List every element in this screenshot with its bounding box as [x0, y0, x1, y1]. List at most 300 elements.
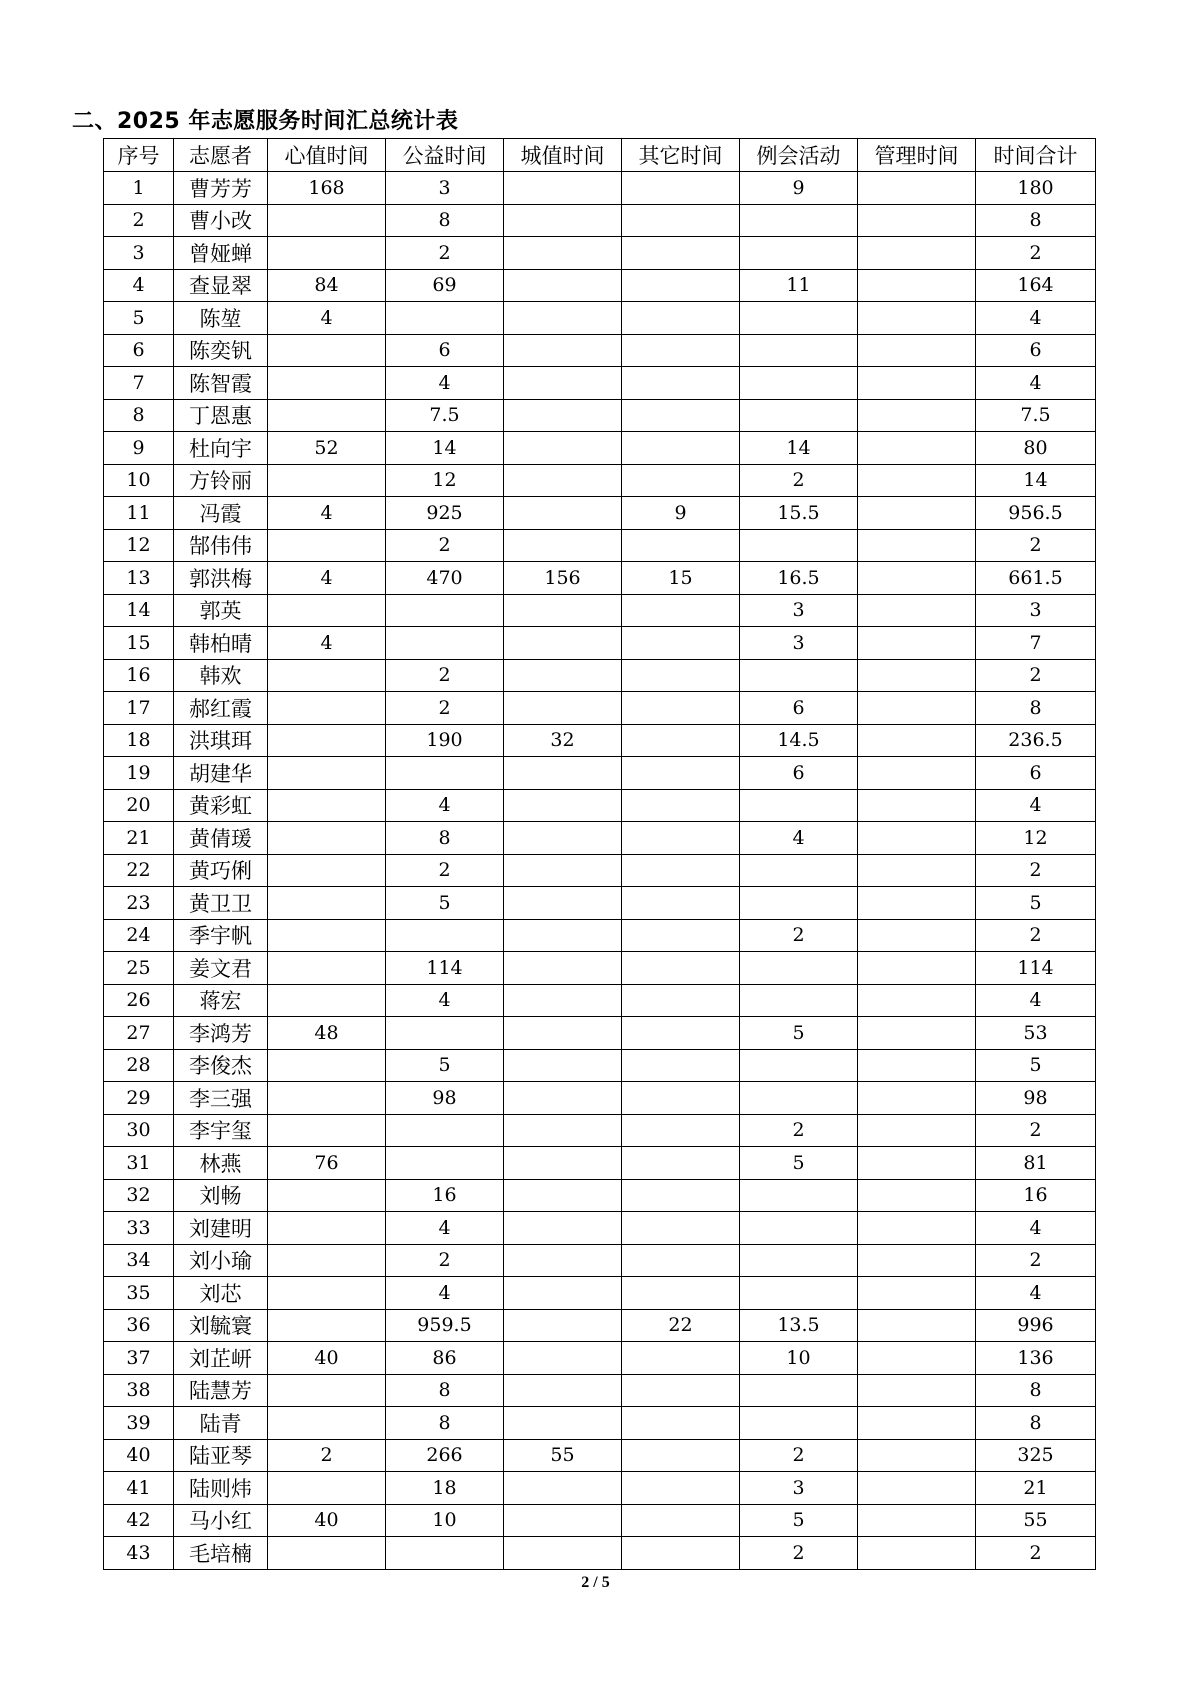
- cell-other-hours: [622, 367, 740, 400]
- table-row: [104, 1439, 1096, 1472]
- cell-volunteer-name: 郭洪梅: [174, 562, 268, 595]
- cell-meeting-activity: [740, 854, 858, 887]
- cell-city-hours: [504, 1504, 622, 1537]
- cell-management-hours: [858, 659, 976, 692]
- cell-management-hours: [858, 887, 976, 920]
- cell-public-welfare-hours: 2: [386, 529, 504, 562]
- cell-management-hours: [858, 1537, 976, 1570]
- cell-heart-hours: [268, 822, 386, 855]
- cell-heart-hours: [268, 464, 386, 497]
- cell-heart-hours: 76: [268, 1147, 386, 1180]
- cell-public-welfare-hours: [386, 1537, 504, 1570]
- cell-city-hours: 55: [504, 1439, 622, 1472]
- cell-other-hours: [622, 464, 740, 497]
- cell-city-hours: [504, 1017, 622, 1050]
- cell-other-hours: [622, 724, 740, 757]
- cell-total-hours: 8: [976, 1374, 1096, 1407]
- table-row: [104, 1147, 1096, 1180]
- cell-volunteer-name: 林燕: [174, 1147, 268, 1180]
- cell-total-hours: 956.5: [976, 497, 1096, 530]
- cell-meeting-activity: 16.5: [740, 562, 858, 595]
- cell-public-welfare-hours: 6: [386, 334, 504, 367]
- cell-public-welfare-hours: 16: [386, 1179, 504, 1212]
- header-management-hours: 管理时间: [858, 139, 976, 172]
- cell-public-welfare-hours: 5: [386, 1049, 504, 1082]
- cell-total-hours: 5: [976, 1049, 1096, 1082]
- cell-index: 43: [104, 1537, 174, 1570]
- cell-meeting-activity: [740, 659, 858, 692]
- table-row: [104, 1114, 1096, 1147]
- table-row: [104, 367, 1096, 400]
- table-body: [104, 172, 1096, 1570]
- cell-index: 32: [104, 1179, 174, 1212]
- cell-city-hours: [504, 822, 622, 855]
- cell-other-hours: [622, 822, 740, 855]
- cell-total-hours: 2: [976, 854, 1096, 887]
- cell-management-hours: [858, 302, 976, 335]
- cell-other-hours: [622, 1537, 740, 1570]
- table-row: [104, 659, 1096, 692]
- cell-public-welfare-hours: [386, 757, 504, 790]
- table-row: [104, 497, 1096, 530]
- cell-total-hours: 4: [976, 984, 1096, 1017]
- cell-volunteer-name: 陆青: [174, 1407, 268, 1440]
- cell-heart-hours: [268, 1082, 386, 1115]
- cell-meeting-activity: 11: [740, 269, 858, 302]
- page-number: 2 / 5: [581, 1574, 610, 1591]
- cell-total-hours: 996: [976, 1309, 1096, 1342]
- cell-meeting-activity: [740, 789, 858, 822]
- cell-other-hours: [622, 659, 740, 692]
- cell-meeting-activity: 4: [740, 822, 858, 855]
- table-row: [104, 237, 1096, 270]
- cell-volunteer-name: 刘毓寰: [174, 1309, 268, 1342]
- table-row: [104, 1277, 1096, 1310]
- cell-index: 41: [104, 1472, 174, 1505]
- cell-heart-hours: [268, 1472, 386, 1505]
- cell-volunteer-name: 陈堃: [174, 302, 268, 335]
- cell-volunteer-name: 韩柏晴: [174, 627, 268, 660]
- cell-public-welfare-hours: [386, 627, 504, 660]
- cell-total-hours: 661.5: [976, 562, 1096, 595]
- cell-management-hours: [858, 464, 976, 497]
- cell-public-welfare-hours: 7.5: [386, 399, 504, 432]
- table-row: [104, 1212, 1096, 1245]
- header-total-hours: 时间合计: [976, 139, 1096, 172]
- cell-total-hours: 81: [976, 1147, 1096, 1180]
- cell-city-hours: [504, 269, 622, 302]
- cell-public-welfare-hours: 5: [386, 887, 504, 920]
- cell-volunteer-name: 李宇玺: [174, 1114, 268, 1147]
- cell-total-hours: 98: [976, 1082, 1096, 1115]
- cell-heart-hours: [268, 237, 386, 270]
- cell-meeting-activity: 5: [740, 1017, 858, 1050]
- cell-index: 37: [104, 1342, 174, 1375]
- cell-public-welfare-hours: 4: [386, 367, 504, 400]
- cell-index: 9: [104, 432, 174, 465]
- cell-heart-hours: [268, 692, 386, 725]
- cell-index: 19: [104, 757, 174, 790]
- cell-total-hours: 4: [976, 1212, 1096, 1245]
- cell-meeting-activity: 6: [740, 692, 858, 725]
- cell-meeting-activity: 9: [740, 172, 858, 205]
- cell-total-hours: 5: [976, 887, 1096, 920]
- cell-public-welfare-hours: 14: [386, 432, 504, 465]
- cell-volunteer-name: 胡建华: [174, 757, 268, 790]
- cell-index: 34: [104, 1244, 174, 1277]
- cell-management-hours: [858, 919, 976, 952]
- table-row: [104, 757, 1096, 790]
- cell-public-welfare-hours: 8: [386, 1407, 504, 1440]
- table-row: [104, 1374, 1096, 1407]
- cell-index: 38: [104, 1374, 174, 1407]
- cell-public-welfare-hours: 3: [386, 172, 504, 205]
- cell-meeting-activity: [740, 367, 858, 400]
- cell-management-hours: [858, 1179, 976, 1212]
- cell-volunteer-name: 陈奕钒: [174, 334, 268, 367]
- cell-volunteer-name: 韩欢: [174, 659, 268, 692]
- table-row: [104, 1504, 1096, 1537]
- cell-public-welfare-hours: 114: [386, 952, 504, 985]
- cell-city-hours: [504, 529, 622, 562]
- cell-management-hours: [858, 1244, 976, 1277]
- cell-meeting-activity: [740, 952, 858, 985]
- cell-heart-hours: [268, 887, 386, 920]
- cell-volunteer-name: 蒋宏: [174, 984, 268, 1017]
- cell-management-hours: [858, 432, 976, 465]
- cell-management-hours: [858, 237, 976, 270]
- cell-city-hours: [504, 464, 622, 497]
- cell-other-hours: 22: [622, 1309, 740, 1342]
- cell-total-hours: 2: [976, 659, 1096, 692]
- cell-management-hours: [858, 822, 976, 855]
- cell-volunteer-name: 马小红: [174, 1504, 268, 1537]
- cell-city-hours: [504, 432, 622, 465]
- cell-volunteer-name: 李鸿芳: [174, 1017, 268, 1050]
- cell-management-hours: [858, 529, 976, 562]
- cell-index: 28: [104, 1049, 174, 1082]
- table-row: [104, 594, 1096, 627]
- cell-public-welfare-hours: 2: [386, 237, 504, 270]
- cell-index: 23: [104, 887, 174, 920]
- cell-index: 31: [104, 1147, 174, 1180]
- header-heart-hours: 心值时间: [268, 139, 386, 172]
- table-row: [104, 822, 1096, 855]
- cell-total-hours: 16: [976, 1179, 1096, 1212]
- cell-city-hours: [504, 1374, 622, 1407]
- cell-other-hours: [622, 334, 740, 367]
- cell-city-hours: [504, 1082, 622, 1115]
- cell-heart-hours: [268, 1407, 386, 1440]
- cell-volunteer-name: 李俊杰: [174, 1049, 268, 1082]
- cell-other-hours: [622, 1244, 740, 1277]
- cell-city-hours: [504, 692, 622, 725]
- cell-city-hours: 156: [504, 562, 622, 595]
- cell-heart-hours: 2: [268, 1439, 386, 1472]
- cell-heart-hours: 48: [268, 1017, 386, 1050]
- cell-public-welfare-hours: 98: [386, 1082, 504, 1115]
- table-row: [104, 1472, 1096, 1505]
- table-row: [104, 1342, 1096, 1375]
- cell-total-hours: 12: [976, 822, 1096, 855]
- cell-total-hours: 180: [976, 172, 1096, 205]
- cell-index: 40: [104, 1439, 174, 1472]
- cell-management-hours: [858, 1114, 976, 1147]
- table-row: [104, 1017, 1096, 1050]
- cell-meeting-activity: 2: [740, 1439, 858, 1472]
- cell-volunteer-name: 季宇帆: [174, 919, 268, 952]
- cell-index: 33: [104, 1212, 174, 1245]
- cell-management-hours: [858, 594, 976, 627]
- cell-volunteer-name: 黄彩虹: [174, 789, 268, 822]
- cell-heart-hours: [268, 399, 386, 432]
- cell-total-hours: 114: [976, 952, 1096, 985]
- cell-management-hours: [858, 627, 976, 660]
- cell-management-hours: [858, 789, 976, 822]
- cell-other-hours: [622, 269, 740, 302]
- cell-index: 36: [104, 1309, 174, 1342]
- cell-volunteer-name: 陆慧芳: [174, 1374, 268, 1407]
- cell-public-welfare-hours: 69: [386, 269, 504, 302]
- cell-other-hours: [622, 789, 740, 822]
- cell-city-hours: [504, 789, 622, 822]
- cell-management-hours: [858, 562, 976, 595]
- cell-public-welfare-hours: 8: [386, 1374, 504, 1407]
- cell-volunteer-name: 姜文君: [174, 952, 268, 985]
- table-row: [104, 204, 1096, 237]
- cell-index: 5: [104, 302, 174, 335]
- cell-public-welfare-hours: 2: [386, 1244, 504, 1277]
- cell-meeting-activity: [740, 1244, 858, 1277]
- cell-total-hours: 6: [976, 757, 1096, 790]
- cell-management-hours: [858, 854, 976, 887]
- cell-index: 26: [104, 984, 174, 1017]
- cell-heart-hours: [268, 1114, 386, 1147]
- cell-meeting-activity: 3: [740, 594, 858, 627]
- cell-city-hours: [504, 1212, 622, 1245]
- cell-volunteer-name: 陆则炜: [174, 1472, 268, 1505]
- cell-management-hours: [858, 1277, 976, 1310]
- cell-meeting-activity: 2: [740, 1537, 858, 1570]
- cell-city-hours: [504, 919, 622, 952]
- cell-total-hours: 2: [976, 529, 1096, 562]
- cell-management-hours: [858, 1439, 976, 1472]
- cell-heart-hours: 168: [268, 172, 386, 205]
- cell-management-hours: [858, 334, 976, 367]
- cell-total-hours: 236.5: [976, 724, 1096, 757]
- cell-meeting-activity: 2: [740, 464, 858, 497]
- cell-public-welfare-hours: [386, 302, 504, 335]
- cell-index: 2: [104, 204, 174, 237]
- cell-volunteer-name: 黄卫卫: [174, 887, 268, 920]
- cell-volunteer-name: 陆亚琴: [174, 1439, 268, 1472]
- cell-heart-hours: [268, 854, 386, 887]
- cell-other-hours: [622, 1212, 740, 1245]
- cell-other-hours: [622, 302, 740, 335]
- cell-city-hours: [504, 367, 622, 400]
- table-row: [104, 334, 1096, 367]
- cell-other-hours: [622, 237, 740, 270]
- cell-other-hours: [622, 1342, 740, 1375]
- cell-management-hours: [858, 757, 976, 790]
- table-row: [104, 302, 1096, 335]
- cell-management-hours: [858, 1212, 976, 1245]
- cell-total-hours: 4: [976, 1277, 1096, 1310]
- table-row: [104, 984, 1096, 1017]
- cell-public-welfare-hours: [386, 1017, 504, 1050]
- cell-meeting-activity: [740, 334, 858, 367]
- cell-city-hours: [504, 1472, 622, 1505]
- cell-public-welfare-hours: 4: [386, 1277, 504, 1310]
- cell-meeting-activity: [740, 399, 858, 432]
- cell-total-hours: 2: [976, 1114, 1096, 1147]
- cell-other-hours: [622, 692, 740, 725]
- table-row: [104, 399, 1096, 432]
- cell-other-hours: [622, 529, 740, 562]
- cell-total-hours: 2: [976, 237, 1096, 270]
- cell-index: 10: [104, 464, 174, 497]
- cell-public-welfare-hours: 190: [386, 724, 504, 757]
- cell-city-hours: [504, 952, 622, 985]
- cell-heart-hours: 52: [268, 432, 386, 465]
- cell-index: 25: [104, 952, 174, 985]
- cell-heart-hours: [268, 789, 386, 822]
- cell-meeting-activity: 2: [740, 1114, 858, 1147]
- cell-meeting-activity: 13.5: [740, 1309, 858, 1342]
- table-row: [104, 692, 1096, 725]
- table-row: [104, 1309, 1096, 1342]
- cell-meeting-activity: [740, 1212, 858, 1245]
- cell-public-welfare-hours: [386, 1147, 504, 1180]
- cell-management-hours: [858, 204, 976, 237]
- cell-volunteer-name: 李三强: [174, 1082, 268, 1115]
- cell-other-hours: [622, 1472, 740, 1505]
- cell-meeting-activity: [740, 237, 858, 270]
- cell-volunteer-name: 查显翠: [174, 269, 268, 302]
- cell-management-hours: [858, 399, 976, 432]
- cell-heart-hours: [268, 919, 386, 952]
- cell-volunteer-name: 刘芷岍: [174, 1342, 268, 1375]
- cell-meeting-activity: [740, 1049, 858, 1082]
- cell-volunteer-name: 黄巧俐: [174, 854, 268, 887]
- cell-management-hours: [858, 1504, 976, 1537]
- cell-city-hours: [504, 1179, 622, 1212]
- cell-heart-hours: 4: [268, 497, 386, 530]
- cell-heart-hours: [268, 1309, 386, 1342]
- cell-public-welfare-hours: 2: [386, 659, 504, 692]
- cell-meeting-activity: 2: [740, 919, 858, 952]
- cell-volunteer-name: 毛培楠: [174, 1537, 268, 1570]
- cell-meeting-activity: 3: [740, 1472, 858, 1505]
- cell-heart-hours: 40: [268, 1504, 386, 1537]
- cell-index: 17: [104, 692, 174, 725]
- cell-meeting-activity: [740, 1179, 858, 1212]
- cell-meeting-activity: 10: [740, 1342, 858, 1375]
- header-meeting-activity: 例会活动: [740, 139, 858, 172]
- table-row: [104, 1049, 1096, 1082]
- cell-index: 4: [104, 269, 174, 302]
- cell-other-hours: [622, 1114, 740, 1147]
- cell-city-hours: [504, 984, 622, 1017]
- cell-public-welfare-hours: 4: [386, 789, 504, 822]
- cell-meeting-activity: 14: [740, 432, 858, 465]
- cell-city-hours: [504, 887, 622, 920]
- cell-total-hours: 8: [976, 692, 1096, 725]
- cell-other-hours: [622, 952, 740, 985]
- cell-city-hours: [504, 1537, 622, 1570]
- cell-meeting-activity: [740, 1407, 858, 1440]
- cell-total-hours: 80: [976, 432, 1096, 465]
- cell-volunteer-name: 杜向宇: [174, 432, 268, 465]
- cell-total-hours: 14: [976, 464, 1096, 497]
- cell-other-hours: [622, 1147, 740, 1180]
- cell-public-welfare-hours: 959.5: [386, 1309, 504, 1342]
- cell-heart-hours: 4: [268, 627, 386, 660]
- cell-other-hours: [622, 1439, 740, 1472]
- table-row: [104, 1407, 1096, 1440]
- cell-management-hours: [858, 497, 976, 530]
- cell-meeting-activity: [740, 1082, 858, 1115]
- cell-index: 13: [104, 562, 174, 595]
- cell-heart-hours: [268, 1049, 386, 1082]
- cell-heart-hours: [268, 1537, 386, 1570]
- cell-public-welfare-hours: 2: [386, 692, 504, 725]
- cell-public-welfare-hours: 470: [386, 562, 504, 595]
- cell-other-hours: [622, 1374, 740, 1407]
- cell-index: 15: [104, 627, 174, 660]
- cell-total-hours: 53: [976, 1017, 1096, 1050]
- cell-public-welfare-hours: 4: [386, 1212, 504, 1245]
- cell-management-hours: [858, 984, 976, 1017]
- cell-total-hours: 8: [976, 204, 1096, 237]
- cell-volunteer-name: 丁恩惠: [174, 399, 268, 432]
- cell-management-hours: [858, 367, 976, 400]
- cell-index: 6: [104, 334, 174, 367]
- cell-total-hours: 8: [976, 1407, 1096, 1440]
- cell-city-hours: [504, 757, 622, 790]
- cell-volunteer-name: 刘小瑜: [174, 1244, 268, 1277]
- cell-other-hours: [622, 984, 740, 1017]
- cell-heart-hours: [268, 757, 386, 790]
- header-volunteer: 志愿者: [174, 139, 268, 172]
- cell-total-hours: 2: [976, 919, 1096, 952]
- header-public-welfare-hours: 公益时间: [386, 139, 504, 172]
- cell-public-welfare-hours: 925: [386, 497, 504, 530]
- cell-management-hours: [858, 692, 976, 725]
- cell-other-hours: [622, 1017, 740, 1050]
- cell-public-welfare-hours: 12: [386, 464, 504, 497]
- cell-other-hours: [622, 1277, 740, 1310]
- cell-meeting-activity: [740, 887, 858, 920]
- cell-public-welfare-hours: 266: [386, 1439, 504, 1472]
- cell-meeting-activity: 15.5: [740, 497, 858, 530]
- cell-other-hours: [622, 399, 740, 432]
- cell-other-hours: [622, 432, 740, 465]
- cell-index: 14: [104, 594, 174, 627]
- cell-other-hours: 9: [622, 497, 740, 530]
- cell-heart-hours: [268, 984, 386, 1017]
- cell-total-hours: 325: [976, 1439, 1096, 1472]
- cell-total-hours: 6: [976, 334, 1096, 367]
- cell-index: 24: [104, 919, 174, 952]
- page-title: 二、2025 年志愿服务时间汇总统计表: [72, 109, 459, 134]
- cell-index: 42: [104, 1504, 174, 1537]
- cell-management-hours: [858, 1017, 976, 1050]
- cell-public-welfare-hours: 18: [386, 1472, 504, 1505]
- cell-heart-hours: 4: [268, 562, 386, 595]
- table-row: [104, 1082, 1096, 1115]
- cell-index: 11: [104, 497, 174, 530]
